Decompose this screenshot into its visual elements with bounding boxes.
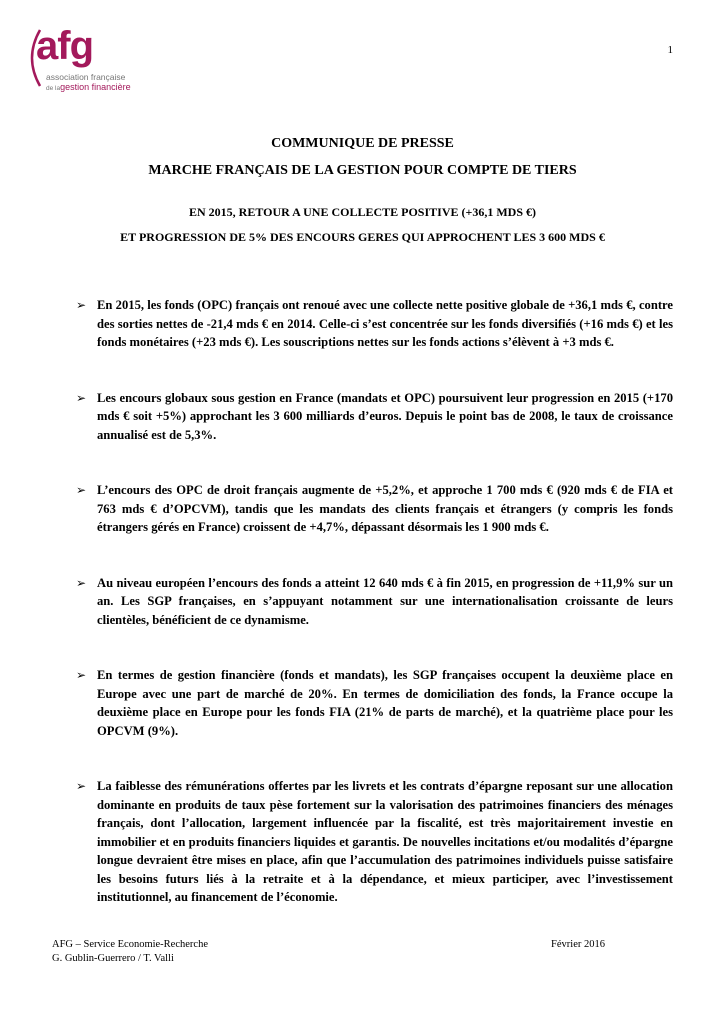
logo-word: afg xyxy=(36,24,93,68)
document-title: COMMUNIQUE DE PRESSE xyxy=(271,136,454,151)
arrow-bullet-icon: ➢ xyxy=(76,779,87,793)
arrow-bullet-icon: ➢ xyxy=(76,668,87,682)
bullet-text: Les encours globaux sous gestion en France (mandats et OPC) poursuivent leur progression en 2015 (+170 mds € soit +5%) approchant les 3 600 milliards d’euros. Depuis le point bas de 2008, le taux de croissance annualisé est de 5,3%. xyxy=(97,390,673,442)
arrow-bullet-icon: ➢ xyxy=(76,390,87,405)
bullet-text: Au niveau européen l’encours des fonds a atteint 12 640 mds € à fin 2015, en progression de +11,9% sur un an. Les SGP françaises, en s’appuyant notamment sur une internationalisation croissante de leurs clientèles, bénéficient de ce dynamisme. xyxy=(97,575,673,627)
page-number: 1 xyxy=(667,44,673,56)
bullet-item xyxy=(76,666,673,740)
bullet-text: La faiblesse des rémunérations offertes par les livrets et les contrats d’épargne reposant sur une allocation dominante en produits de taux pèse fortement sur la valorisation des patrimoines financiers des ménages français, dont l’allocation, largement influencée par la fiscalité, est très majoritairement investie en immobilier et en produits financiers liquides et garantis. De nouvelles incitations et/ou modalités d’épargne longue devraient être mises en place, afin que l’accumulation des patrimoines individuels puisse satisfaire les besoins futurs liés à la retraite et à la dépendance, et mieux participer, avec l’investissement institutionnel, au financement de l’économie. xyxy=(97,779,673,904)
bullet-text: L’encours des OPC de droit français augmente de +5,2%, et approche 1 700 mds € (920 mds € de FIA et 763 mds € d’OPCVM), tandis que les mandats des clients français et étrangers (y compris les fonds étrangers gérés en France) croissent de +4,7%, dépassant désormais les 1 900 mds €. xyxy=(97,483,673,534)
bullet-text: En termes de gestion financière (fonds et mandats), les SGP françaises occupent la deuxième place en Europe avec une part de marché de 20%. En termes de domiciliation des fonds, la France occupe la deuxième place en Europe pour les fonds FIA (21% de parts de marché), et la quatrième place pour les OPCVM (9%). xyxy=(97,668,673,738)
bullet-item xyxy=(76,777,673,907)
afg-logo xyxy=(22,26,152,98)
logo-tagline-top: association française xyxy=(46,72,126,82)
bullet-item xyxy=(76,389,673,445)
logo-tagline-main: gestion financière xyxy=(60,82,131,92)
logo-tagline-prefix: de la xyxy=(46,85,61,92)
bullet-item xyxy=(76,296,673,352)
headline-collecte: EN 2015, RETOUR A UNE COLLECTE POSITIVE (+36,1 MDS €) xyxy=(188,205,536,219)
footer-authors: G. Gublin-Guerrero / T. Valli xyxy=(52,953,174,964)
headline-encours: ET PROGRESSION DE 5% DES ENCOURS GERES QUI APPROCHENT LES 3 600 MDS € xyxy=(120,230,605,244)
footer-date: Février 2016 xyxy=(551,939,605,950)
arrow-bullet-icon: ➢ xyxy=(76,298,87,312)
bullet-item xyxy=(76,481,673,537)
page-footer xyxy=(52,938,605,966)
bullet-item xyxy=(76,574,673,630)
footer-department: AFG – Service Economie-Recherche xyxy=(52,939,208,950)
logo-tagline-bottom xyxy=(46,82,131,92)
arrow-bullet-icon: ➢ xyxy=(76,483,87,497)
document-subtitle: MARCHE FRANÇAIS DE LA GESTION POUR COMPTE DE TIERS xyxy=(148,163,577,178)
arrow-bullet-icon: ➢ xyxy=(76,575,87,590)
bullet-list xyxy=(76,296,673,944)
bullet-text: En 2015, les fonds (OPC) français ont renoué avec une collecte nette positive globale de +36,1 mds €, contre des sorties nettes de -21,4 mds € en 2014. Celle-ci s’est concentrée sur les fonds diversifiés (+16 mds €) et les fonds monétaires (+23 mds €). Les souscriptions nettes sur les fonds actions s’élèvent à +3 mds €. xyxy=(97,298,673,349)
